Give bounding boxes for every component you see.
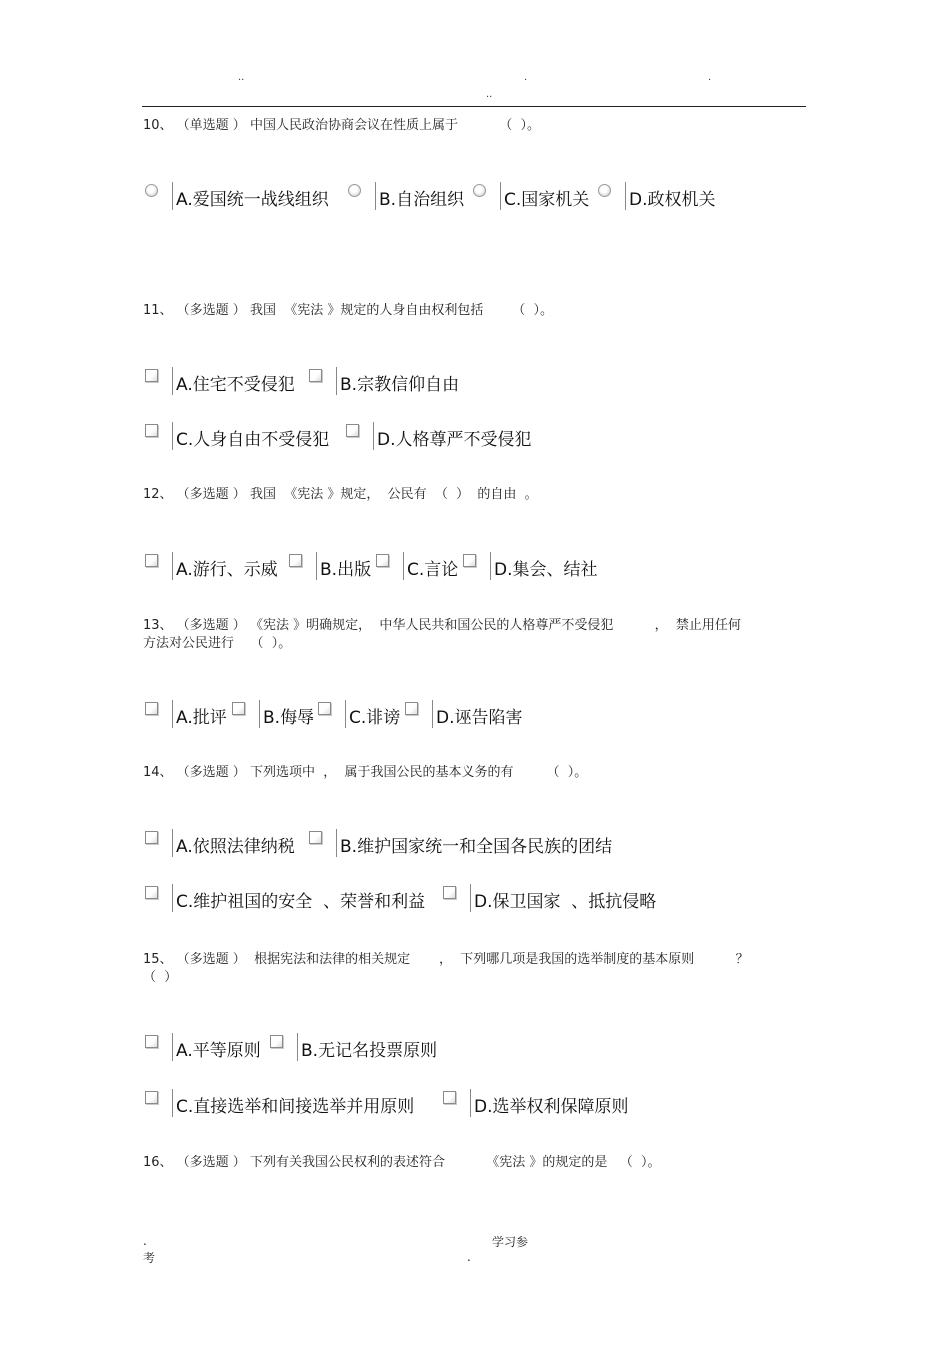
option-13b[interactable] xyxy=(232,698,314,728)
option-label: C.诽谤 xyxy=(349,708,401,728)
option-11b[interactable] xyxy=(309,365,459,395)
question-13-text-line1: 13、 （多选题 ） 《宪法 》明确规定， 中华人民共和国公民的人格尊严不受侵犯 ， 禁止用任何 xyxy=(143,618,741,633)
option-label: C.人身自由不受侵犯 xyxy=(176,430,330,450)
option-label: D.保卫国家 、抵抗侵略 xyxy=(474,892,657,912)
footer-label-continued: 考 xyxy=(143,1251,156,1265)
checkbox[interactable] xyxy=(309,831,322,844)
option-12a[interactable] xyxy=(145,550,278,580)
checkbox[interactable] xyxy=(443,1091,456,1104)
question-16-text: 16、 （多选题 ） 下列有关我国公民权利的表述符合 《宪法 》的规定的是 （ ）。 xyxy=(143,1155,661,1170)
checkbox[interactable] xyxy=(145,424,158,437)
option-10a[interactable] xyxy=(145,180,329,210)
option-15c[interactable] xyxy=(145,1087,414,1117)
option-label: D.政权机关 xyxy=(629,190,716,210)
question-15-text-line1: 15、 （多选题 ） 根据宪法和法律的相关规定 ， 下列哪几项是我国的选举制度的基本原则 ？ xyxy=(143,952,749,967)
option-label: C.国家机关 xyxy=(504,190,590,210)
radio-button[interactable] xyxy=(145,184,158,197)
option-label: B.出版 xyxy=(320,560,372,580)
radio-button[interactable] xyxy=(598,184,611,197)
checkbox[interactable] xyxy=(145,831,158,844)
option-label: A.游行、示威 xyxy=(176,560,278,580)
radio-button[interactable] xyxy=(473,184,486,197)
checkbox[interactable] xyxy=(346,424,359,437)
option-label: D.集会、结社 xyxy=(494,560,598,580)
checkbox[interactable] xyxy=(145,1091,158,1104)
option-label: A.平等原则 xyxy=(176,1041,261,1061)
option-label: B.无记名投票原则 xyxy=(301,1041,438,1061)
checkbox[interactable] xyxy=(232,702,245,715)
checkbox[interactable] xyxy=(145,886,158,899)
option-label: C.直接选举和间接选举并用原则 xyxy=(176,1097,415,1117)
checkbox[interactable] xyxy=(145,554,158,567)
header-mark: .. xyxy=(486,89,493,100)
option-label: A.批评 xyxy=(176,708,227,728)
option-label: C.言论 xyxy=(407,560,459,580)
checkbox[interactable] xyxy=(289,554,302,567)
option-13c[interactable] xyxy=(318,698,400,728)
option-12c[interactable] xyxy=(376,550,458,580)
header-mark: . xyxy=(708,72,712,83)
question-15-text-line2: （ ） xyxy=(143,970,178,985)
footer-label: 学习参 xyxy=(492,1235,529,1249)
question-11-text: 11、 （多选题 ） 我国 《宪法 》规定的人身自由权利包括 （ ）。 xyxy=(143,303,554,318)
option-11c[interactable] xyxy=(145,420,329,450)
option-10b[interactable] xyxy=(348,180,464,210)
option-14c[interactable] xyxy=(145,882,425,912)
option-15b[interactable] xyxy=(270,1031,437,1061)
header-rule xyxy=(142,106,806,107)
checkbox[interactable] xyxy=(405,702,418,715)
footer-dot-right: . xyxy=(467,1250,471,1264)
option-label: D.选举权利保障原则 xyxy=(474,1097,629,1117)
question-10-text: 10、 （单选题 ） 中国人民政治协商会议在性质上属于 （ ）。 xyxy=(143,118,541,133)
question-12-text: 12、 （多选题 ） 我国 《宪法 》规定， 公民有 （ ） 的自由 。 xyxy=(143,487,538,502)
option-label: B.维护国家统一和全国各民族的团结 xyxy=(340,837,613,857)
checkbox[interactable] xyxy=(270,1035,283,1048)
option-label: B.自治组织 xyxy=(379,190,465,210)
question-14-text: 14、 （多选题 ） 下列选项中 ， 属于我国公民的基本义务的有 （ ）。 xyxy=(143,765,588,780)
option-label: D.人格尊严不受侵犯 xyxy=(377,430,532,450)
checkbox[interactable] xyxy=(145,1035,158,1048)
footer-dot-left: . xyxy=(143,1234,147,1248)
option-14b[interactable] xyxy=(309,827,612,857)
option-14a[interactable] xyxy=(145,827,295,857)
option-label: A.爱国统一战线组织 xyxy=(176,190,329,210)
option-label: A.住宅不受侵犯 xyxy=(176,375,295,395)
checkbox[interactable] xyxy=(318,702,331,715)
option-13d[interactable] xyxy=(405,698,523,728)
option-label: D.诬告陷害 xyxy=(436,708,523,728)
option-label: B.侮辱 xyxy=(263,708,315,728)
checkbox[interactable] xyxy=(309,369,322,382)
option-13a[interactable] xyxy=(145,698,227,728)
option-10c[interactable] xyxy=(473,180,589,210)
radio-button[interactable] xyxy=(348,184,361,197)
question-13-text-line2: 方法对公民进行 （ ）。 xyxy=(143,636,292,651)
checkbox[interactable] xyxy=(145,369,158,382)
option-10d[interactable] xyxy=(598,180,716,210)
checkbox[interactable] xyxy=(463,554,476,567)
option-label: A.依照法律纳税 xyxy=(176,837,295,857)
option-label: C.维护祖国的安全 、荣誉和利益 xyxy=(176,892,426,912)
option-15d[interactable] xyxy=(443,1087,629,1117)
option-12d[interactable] xyxy=(463,550,598,580)
header-mark: .. xyxy=(238,72,245,83)
checkbox[interactable] xyxy=(443,886,456,899)
option-11a[interactable] xyxy=(145,365,295,395)
option-label: B.宗教信仰自由 xyxy=(340,375,460,395)
checkbox[interactable] xyxy=(376,554,389,567)
option-14d[interactable] xyxy=(443,882,656,912)
checkbox[interactable] xyxy=(145,702,158,715)
header-mark: . xyxy=(524,72,528,83)
option-12b[interactable] xyxy=(289,550,371,580)
option-15a[interactable] xyxy=(145,1031,261,1061)
option-11d[interactable] xyxy=(346,420,532,450)
